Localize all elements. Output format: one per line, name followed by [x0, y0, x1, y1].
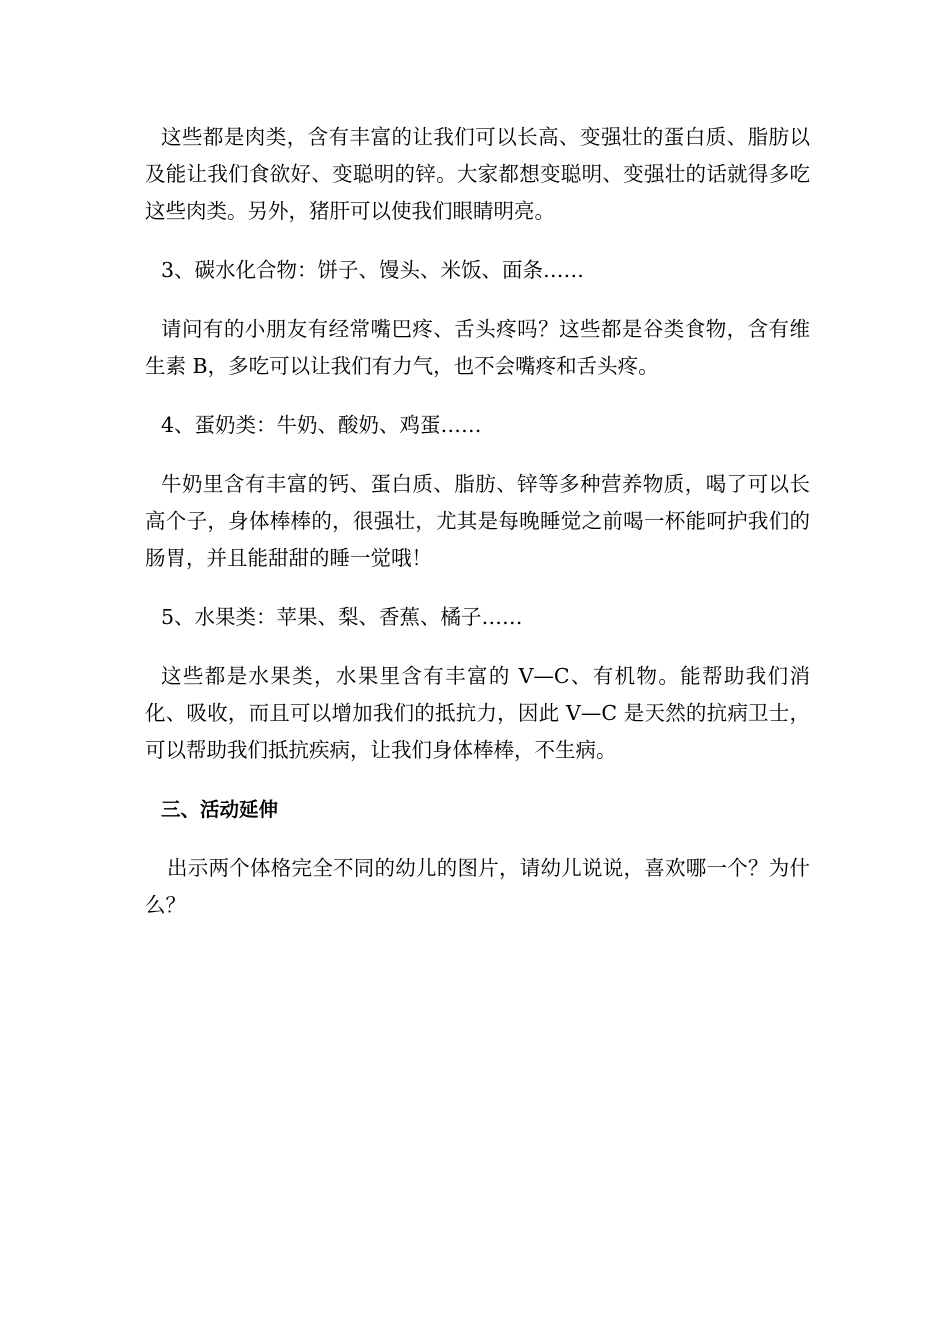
paragraph-meat-nutrition: 这些都是肉类，含有丰富的让我们可以长高、变强壮的蛋白质、脂肪以及能让我们食欲好、变聪明的锌。大家都想变聪明、变强壮的话就得多吃这些肉类。另外，猪肝可以使我们眼睛明亮。: [145, 125, 810, 223]
paragraph-fruit-nutrition: 这些都是水果类，水果里含有丰富的 V—C、有机物。能帮助我们消化、吸收，而且可以增加我们的抵抗力，因此 V—C 是天然的抗病卫士，可以帮助我们抵抗疾病，让我们身体棒棒，不生病。: [145, 664, 810, 762]
list-item-carbohydrates: 3、碳水化合物：饼子、馒头、米饭、面条……: [161, 258, 585, 282]
document-body: [145, 119, 810, 946]
paragraph-milk-nutrition: 牛奶里含有丰富的钙、蛋白质、脂肪、锌等多种营养物质，喝了可以长高个子，身体棒棒的，很强壮，尤其是每晚睡觉之前喝一杯能呵护我们的肠胃，并且能甜甜的睡一觉哦！: [145, 472, 810, 570]
section-heading-activity-extension: 三、活动延伸: [161, 798, 279, 821]
paragraph-activity-extension: 出示两个体格完全不同的幼儿的图片，请幼儿说说，喜欢哪一个？为什么？: [145, 856, 810, 917]
paragraph-grain-nutrition: 请问有的小朋友有经常嘴巴疼、舌头疼吗？这些都是谷类食物，含有维生素 B，多吃可以让我们有力气，也不会嘴疼和舌头疼。: [145, 317, 810, 378]
list-item-dairy-eggs: 4、蛋奶类：牛奶、酸奶、鸡蛋……: [161, 413, 482, 437]
list-item-fruits: 5、水果类：苹果、梨、香蕉、橘子……: [161, 605, 523, 629]
